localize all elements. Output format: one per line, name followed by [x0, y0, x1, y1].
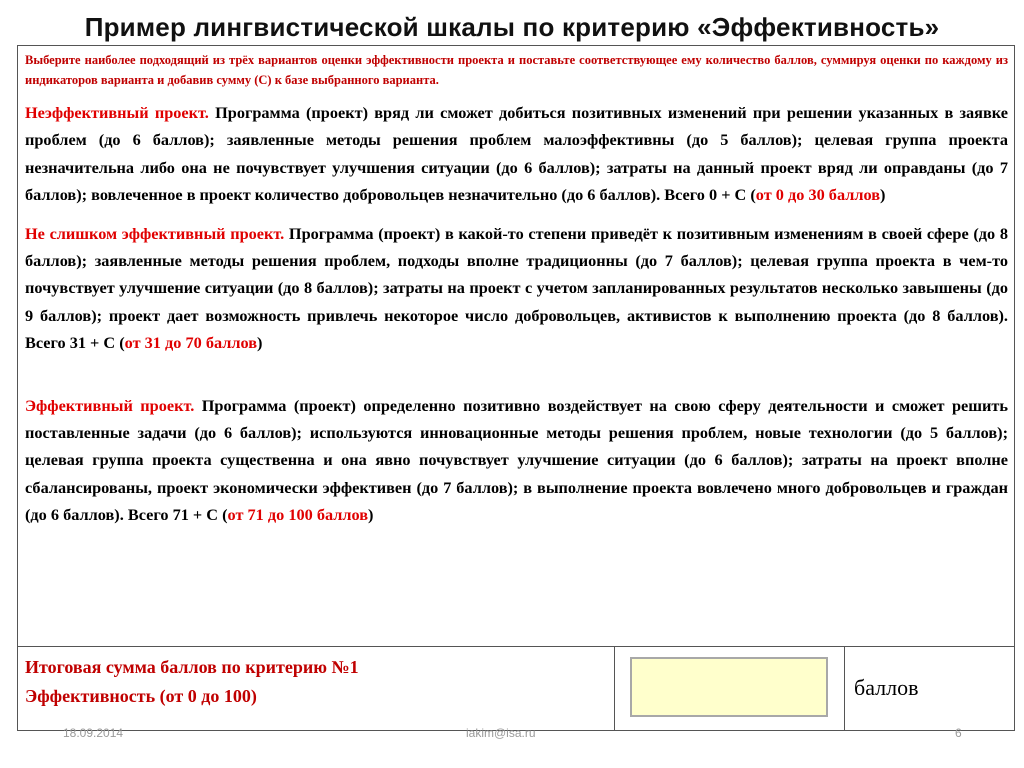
variant-range: от 31 до 70 баллов: [124, 333, 258, 353]
variant-heading: Не слишком эффективный проект.: [25, 223, 285, 243]
variant-range: от 71 до 100 баллов: [227, 505, 369, 525]
variant-range: от 0 до 30 баллов: [755, 185, 881, 205]
summary-line-1: Итоговая сумма баллов по критерию №1: [25, 657, 359, 677]
score-unit: баллов: [854, 675, 919, 700]
variant-effective: [25, 392, 1008, 529]
score-input-box[interactable]: [630, 657, 828, 717]
summary-row: [18, 647, 1014, 730]
score-input-cell: [615, 647, 845, 730]
footer-page-number: 6: [955, 726, 962, 740]
slide-title: Пример лингвистической шкалы по критерию «Эффективность»: [84, 12, 940, 42]
footer-date: 18.09.2014: [63, 726, 124, 740]
variant-heading: Неэффективный проект.: [25, 103, 209, 122]
variant-text: Программа (проект) определенно позитивно воздействует на свою сферу деятельности и сможет решить поставленные задачи (до 6 баллов); используются инновационные методы решения проблем, новые технологии (до 5 баллов); целевая группа проекта существенна и она явно почувствует улучшение ситуации (до 6 баллов); затраты на проект вполне сбалансированы, проект экономически эффективен (до 7 баллов); в выполнение проекта вовлечено много добровольцев и граждан (до 6 баллов). Всего 71 + С (: [25, 395, 1009, 525]
summary-label: [18, 647, 615, 730]
variants-cell: [18, 46, 1014, 647]
variant-ineffective: [25, 99, 1008, 209]
variant-somewhat-effective: [25, 220, 1008, 357]
variant-close: ): [880, 185, 886, 205]
summary-line-2: Эффективность (от 0 до 100): [25, 686, 257, 706]
variant-text: Программа (проект) в какой-то степени приведёт к позитивным изменениям в своей сфере (до 8 баллов); заявленные методы решения проблем, подходы вполне традиционны (до 7 баллов); целевая группа проекта в чем-то почувствует улучшение ситуации (до 8 баллов); затраты на проект с учетом запланированных результатов несколько завышены (до 9 баллов); проект дает возможность привлечь некоторое число добровольцев, активистов к выполнению проекта (до 8 баллов). Всего 31 + С (: [25, 223, 1008, 353]
variant-text: Программа (проект) вряд ли сможет добиться позитивных изменений при решении указанных в заявке проблем (до 6 баллов); заявленные методы решения проблем малоэффективны (до 5 баллов); целевая группа проекта незначительна либо она не почувствует улучшения ситуации (до 6 баллов); затраты на данный проект вряд ли оправданы (до 7 баллов); вовлеченное в проект количество добровольцев незначительно (до 6 баллов). Всего 0 + С (: [25, 103, 1008, 205]
footer-email: iakim@isa.ru: [466, 726, 536, 740]
variant-close: ): [257, 333, 263, 353]
variant-close: ): [368, 505, 374, 525]
instruction-text: Выберите наиболее подходящий из трёх вариантов оценки эффективности проекта и поставьте соответствующее ему количество баллов, суммируя оценки по каждому из индикаторов варианта и добавив сумму (С) к базе выбранного варианта.: [25, 53, 1008, 87]
variant-heading: Эффективный проект.: [25, 395, 195, 415]
criteria-table: [17, 45, 1015, 731]
